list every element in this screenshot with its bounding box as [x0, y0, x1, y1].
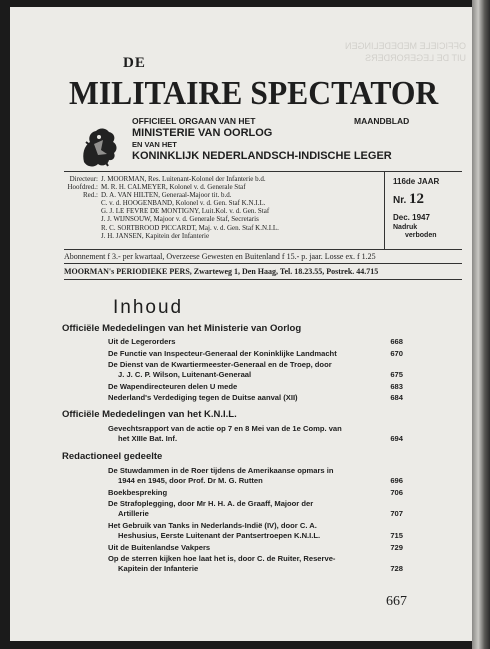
staff-name: J. H. JANSEN, Kapitein der Infanterie — [101, 231, 210, 240]
toc-entry-page: 670 — [390, 349, 403, 358]
toc-entry-page: 668 — [390, 337, 403, 346]
toc-entry-title: Op de sterren kijken hoe laat het is, door C. de Ruiter, Reserve- — [108, 554, 336, 563]
toc-entry — [108, 424, 401, 444]
rule-vertical — [384, 172, 385, 250]
staff-row — [64, 199, 382, 207]
toc-entry-continuation: Artillerie — [118, 509, 149, 519]
staff-name: J. MOORMAN, Res. Luitenant-Kolonel der Infanterie b.d. — [101, 175, 266, 183]
staff-name: C. v. d. HOOGENBAND, Kolonel v. d. Gen. Staf K.N.I.L. — [101, 199, 266, 208]
toc-entry-page: 728 — [390, 564, 403, 574]
toc-entry-page: 706 — [390, 488, 403, 497]
toc-entry-page: 729 — [390, 543, 403, 552]
reprint-line-2: verboden — [405, 232, 437, 239]
masthead-army: KONINKLIJK NEDERLANDSCH-INDISCHE LEGER — [132, 150, 392, 162]
toc-entry-title: Uit de Buitenlandse Vakpers — [108, 543, 211, 552]
editorial-staff — [64, 175, 382, 240]
toc-entry — [108, 466, 401, 486]
toc-entry-page: 694 — [390, 434, 403, 444]
toc-entry-title: Boekbespreking — [108, 488, 168, 497]
toc-entry — [108, 349, 401, 359]
issue-year: 116de JAAR — [393, 177, 440, 186]
staff-name: D. A. VAN HILTEN, Generaal-Majoor tit. b.d. — [101, 191, 232, 200]
staff-row — [64, 183, 382, 191]
toc-entry-title: Nederland's Verdediging tegen de Duitse aanval (XII) — [108, 393, 298, 402]
toc-entry — [108, 360, 401, 380]
toc-entry-continuation: J. J. C. P. Wilson, Luitenant-Generaal — [118, 370, 252, 380]
masthead-and: EN VAN HET — [132, 140, 177, 149]
staff-name: R. C. SORTBROOD PICCARDT, Maj. v. d. Gen. Staf K.N.I.L. — [101, 223, 279, 232]
masthead-ministry: MINISTERIE VAN OORLOG — [132, 127, 273, 139]
lion-emblem-icon — [76, 124, 120, 170]
staff-role — [64, 224, 101, 232]
rule-subscription — [64, 263, 462, 264]
staff-role: Directeur: — [69, 175, 98, 183]
masthead-title: MILITAIRE SPECTATOR — [69, 75, 439, 112]
staff-role — [64, 199, 101, 207]
toc-entry — [108, 499, 401, 519]
toc-entry-title: Gevechtsrapport van de actie op 7 en 8 Mei van de 1e Comp. van — [108, 424, 342, 433]
staff-row — [64, 175, 382, 183]
toc-entry-page: 684 — [390, 393, 403, 402]
toc-entry — [108, 393, 401, 403]
publisher-info: MOORMAN's PERIODIEKE PERS, Zwarteweg 1, Den Haag, Tel. 18.23.55, Postrek. 44.715 — [64, 267, 379, 276]
staff-row — [64, 191, 382, 199]
toc-entry-page: 683 — [390, 382, 403, 391]
show-through-text: OFFICIELE MEDEDELINGEN UIT DE LEGERORDERS — [344, 41, 466, 63]
staff-role — [64, 232, 101, 240]
staff-row — [64, 215, 382, 223]
toc-entry-title: Het Gebruik van Tanks in Nederlands-Indië (IV), door C. A. — [108, 521, 317, 530]
toc-entry-continuation: Heshusius, Eerste Luitenant der Pantsertroepen K.N.I.L. — [118, 531, 321, 541]
section-heading: Officiële Mededelingen van het K.N.I.L. — [62, 409, 237, 420]
toc-entry-page: 696 — [390, 476, 403, 486]
toc-entry — [108, 488, 401, 498]
staff-name: M. R. H. CALMEYER, Kolonel v. d. Generale Staf — [101, 183, 246, 192]
staff-name: G. J. LE FEVRE DE MONTIGNY, Luit.Kol. v. d. Gen. Staf — [101, 207, 270, 216]
toc-entry-continuation: Kapitein der Infanterie — [118, 564, 199, 574]
issue-nr-label: Nr. — [393, 195, 407, 206]
toc-entry-title: De Stuwdammen in de Roer tijdens de Amerikaanse opmars in — [108, 466, 334, 475]
toc-entry-continuation: het XIIIe Bat. Inf. — [118, 434, 178, 444]
rule-mid — [64, 249, 462, 250]
toc-entry-continuation: 1944 en 1945, door Prof. Dr M. G. Rutten — [118, 476, 263, 486]
subscription-info: Abonnement f 3.- per kwartaal, Overzeese Gewesten en Buitenland f 15.- p. jaar. Losse ex. f 1.25 — [64, 252, 376, 261]
masthead-periodicity: MAANDBLAD — [354, 116, 410, 126]
masthead-article: DE — [123, 55, 146, 71]
staff-role — [64, 215, 101, 223]
toc-entry-page: 715 — [390, 531, 403, 541]
staff-role — [64, 207, 101, 215]
toc-entry — [108, 543, 401, 553]
toc-entry-title: De Wapendirecteuren delen U mede — [108, 382, 238, 391]
staff-row — [64, 224, 382, 232]
toc-entry-page: 675 — [390, 370, 403, 380]
staff-row — [64, 207, 382, 215]
staff-row — [64, 232, 382, 240]
staff-role: Hoofdred.: — [67, 183, 98, 192]
reprint-line-1: Nadruk — [393, 224, 418, 231]
issue-date: Dec. 1947 — [393, 213, 430, 222]
toc-entry — [108, 337, 401, 347]
toc-entry-title: Uit de Legerorders — [108, 337, 176, 346]
toc-entry-title: De Dienst van de Kwartiermeester-Generaal en de Troep, door — [108, 360, 332, 369]
issue-number: 12 — [409, 191, 424, 207]
toc-entry-page: 707 — [390, 509, 403, 519]
masthead-official: OFFICIEEL ORGAAN VAN HET — [132, 116, 256, 126]
toc-entry — [108, 554, 401, 574]
section-heading: Officiële Mededelingen van het Ministerie van Oorlog — [62, 323, 302, 334]
rule-bottom — [64, 279, 462, 280]
rule-top — [64, 171, 462, 172]
page-spine — [472, 0, 490, 649]
reprint-notice — [393, 224, 437, 240]
contents-title: Inhoud — [113, 297, 184, 318]
section-heading: Redactioneel gedeelte — [62, 451, 163, 462]
page-number: 667 — [386, 594, 407, 609]
staff-role: Red.: — [83, 191, 98, 200]
toc-entry-title: De Strafoplegging, door Mr H. H. A. de Graaff, Majoor der — [108, 499, 314, 508]
toc-entry — [108, 382, 401, 392]
toc-entry-title: De Functie van Inspecteur-Generaal der Koninklijke Landmacht — [108, 349, 337, 358]
toc-entry — [108, 521, 401, 541]
staff-name: J. J. WIJNSOUW, Majoor v. d. Generale Staf, Secretaris — [101, 215, 259, 224]
